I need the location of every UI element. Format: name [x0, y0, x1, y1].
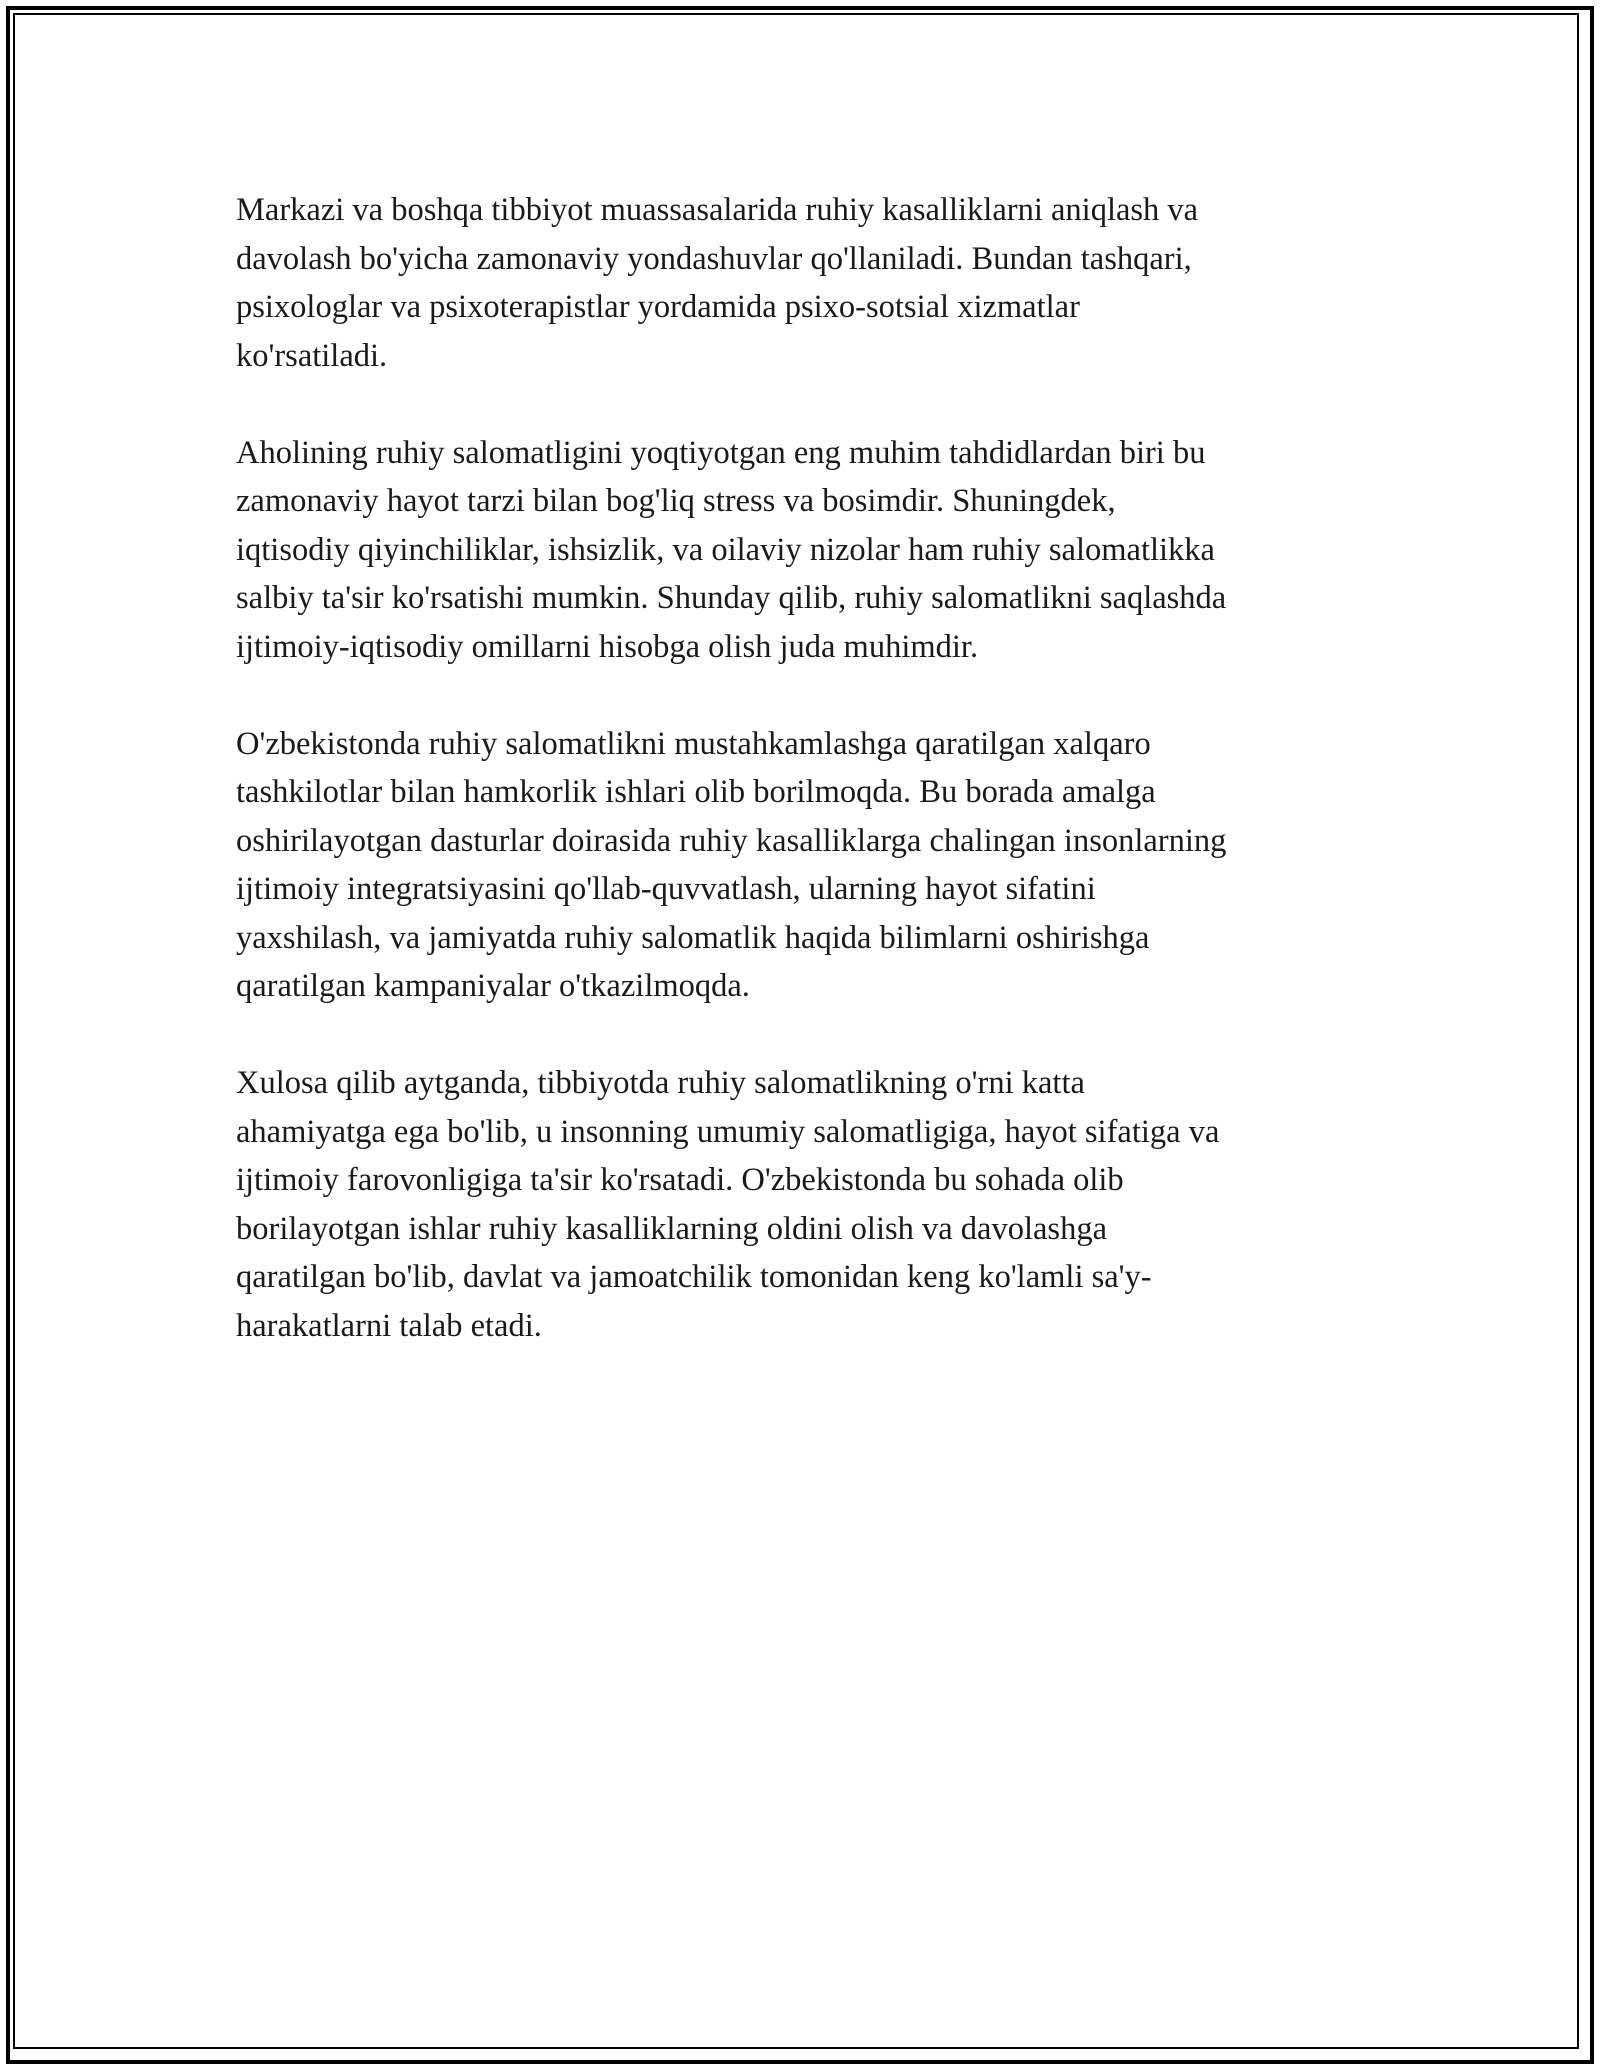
paragraph-1: [236, 186, 1366, 380]
paragraph-line: Markazi va boshqa tibbiyot muassasalarida ruhiy kasalliklarni aniqlash va: [236, 192, 1199, 228]
document-body: [236, 186, 1366, 1399]
paragraph-line: salbiy ta'sir ko'rsatishi mumkin. Shunday qilib, ruhiy salomatlikni saqlashda: [236, 580, 1227, 616]
paragraph-line: psixologlar va psixoterapistlar yordamida psixo-sotsial xizmatlar: [236, 289, 1080, 325]
paragraph-3: [236, 720, 1366, 1011]
paragraph-line: ahamiyatga ega bo'lib, u insonning umumiy salomatligiga, hayot sifatiga va: [236, 1113, 1220, 1150]
paragraph-line: tashkilotlar bilan hamkorlik ishlari olib borilmoqda. Bu borada amalga: [236, 774, 1156, 810]
paragraph-line: qaratilgan kampaniyalar o'tkazilmoqda.: [236, 968, 750, 1004]
paragraph-line: borilayotgan ishlar ruhiy kasalliklarning oldini olish va davolashga: [236, 1210, 1108, 1247]
paragraph-line: Aholining ruhiy salomatligini yoqtiyotgan eng muhim tahdidlardan biri bu: [236, 434, 1206, 471]
paragraph-line: ijtimoiy integratsiyasini qo'llab-quvvatlash, ularning hayot sifatini: [236, 871, 1096, 907]
paragraph-line: harakatlarni talab etadi.: [236, 1307, 542, 1344]
paragraph-line: yaxshilash, va jamiyatda ruhiy salomatlik haqida bilimlarni oshirishga: [236, 919, 1150, 956]
paragraph-4: [236, 1059, 1366, 1350]
paragraph-line: iqtisodiy qiyinchiliklar, ishsizlik, va oilaviy nizolar ham ruhiy salomatlikka: [236, 531, 1215, 568]
paragraph-line: ko'rsatiladi.: [236, 337, 388, 374]
paragraph-line: ijtimoiy farovonligiga ta'sir ko'rsatadi. O'zbekistonda bu sohada olib: [236, 1162, 1124, 1198]
paragraph-line: zamonaviy hayot tarzi bilan bog'liq stress va bosimdir. Shuningdek,: [236, 483, 1116, 519]
paragraph-line: qaratilgan bo'lib, davlat va jamoatchilik tomonidan keng ko'lamli sa'y-: [236, 1259, 1152, 1295]
paragraph-line: oshirilayotgan dasturlar doirasida ruhiy kasalliklarga chalingan insonlarning: [236, 822, 1227, 859]
paragraph-line: davolash bo'yicha zamonaviy yondashuvlar qo'llaniladi. Bundan tashqari,: [236, 240, 1192, 277]
paragraph-2: [236, 429, 1366, 672]
paragraph-line: O'zbekistonda ruhiy salomatlikni mustahkamlashga qaratilgan xalqaro: [236, 725, 1151, 762]
paragraph-line: Xulosa qilib aytganda, tibbiyotda ruhiy salomatlikning o'rni katta: [236, 1065, 1085, 1101]
paragraph-line: ijtimoiy-iqtisodiy omillarni hisobga olish juda muhimdir.: [236, 628, 979, 665]
